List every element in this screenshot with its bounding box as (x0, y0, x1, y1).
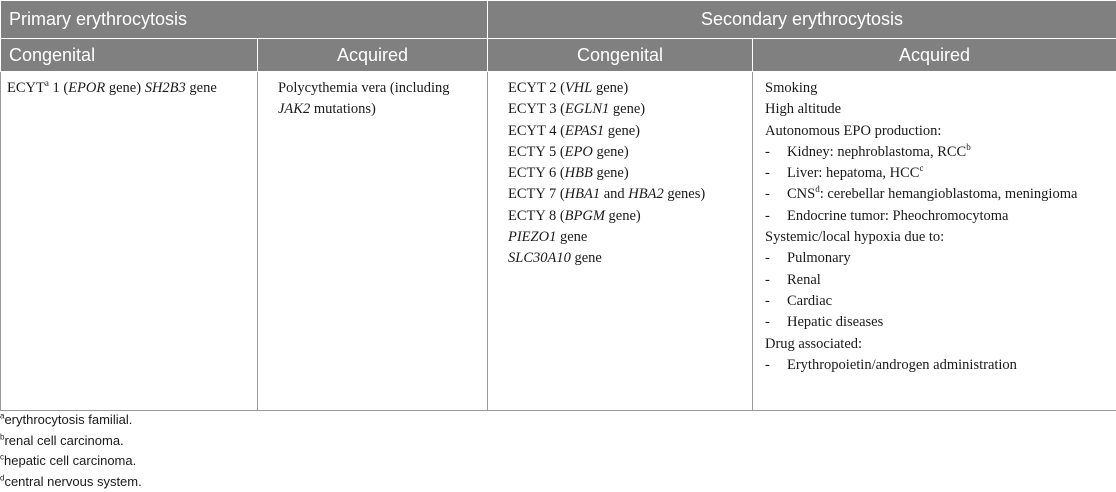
text-run: Autonomous EPO production: (765, 123, 941, 139)
bullet-item (765, 355, 1104, 376)
bullet-item (765, 291, 1104, 312)
list-item (765, 99, 1104, 120)
list-item (508, 163, 732, 184)
bullet-dash: - (765, 206, 787, 227)
text-run: gene) (604, 123, 640, 139)
bullet-item (765, 206, 1104, 227)
secondary-congenital-header: Congenital (488, 39, 753, 72)
bullet-dash: - (765, 312, 787, 333)
list-item (508, 121, 732, 142)
text-run: High altitude (765, 101, 841, 117)
primary-acquired-header: Acquired (258, 39, 488, 72)
primary-congenital-cell (1, 72, 258, 411)
bullet-dash: - (765, 142, 787, 163)
footnote (0, 431, 142, 452)
table-row (1, 72, 1116, 411)
primary-erythrocytosis-header: Primary erythrocytosis (1, 1, 488, 39)
footnote-text: renal cell carcinoma. (4, 433, 123, 448)
list-item (508, 142, 732, 163)
list-item (508, 78, 732, 99)
footnote-mark: b (966, 142, 971, 152)
footnote (0, 410, 142, 431)
text-run: Pulmonary (787, 250, 851, 266)
text-run: ECYT 3 ( (508, 101, 565, 117)
secondary-congenital-cell (488, 72, 753, 411)
footnote-mark: c (0, 453, 4, 462)
bullet-dash: - (765, 248, 787, 269)
bullet-dash: - (765, 270, 787, 291)
text-run: and (600, 186, 628, 202)
italic-text: PIEZO1 (508, 229, 556, 245)
text-run: gene (571, 250, 602, 266)
bullet-dash: - (765, 184, 787, 205)
footnote-text: central nervous system. (4, 474, 141, 489)
text-run: Renal (787, 272, 821, 288)
text-run: Polycythemia vera (including (278, 80, 450, 96)
list-item (278, 99, 467, 120)
bullet-item (765, 248, 1104, 269)
footnote-mark: b (0, 432, 4, 441)
italic-text: HBA2 (628, 186, 663, 202)
bullet-dash: - (765, 163, 787, 184)
bullet-item (765, 184, 1104, 205)
text-run: Systemic/local hypoxia due to: (765, 229, 944, 245)
bullet-dash: - (765, 355, 787, 376)
list-item (765, 121, 1104, 142)
text-run: gene) (609, 101, 645, 117)
primary-acquired-cell (258, 72, 488, 411)
text-run: Liver: hepatoma, HCC (787, 165, 919, 181)
text-run: ECTY 5 ( (508, 144, 565, 160)
text-run: ECTY 7 ( (508, 186, 565, 202)
text-run: Cardiac (787, 293, 832, 309)
text-run: 1 ( (49, 80, 68, 96)
text-run: Drug associated: (765, 336, 862, 352)
footnote-mark: d (0, 473, 4, 482)
text-run: gene (556, 229, 587, 245)
footnote-text: hepatic cell carcinoma. (4, 453, 136, 468)
list-item (7, 78, 251, 99)
primary-congenital-header: Congenital (1, 39, 258, 72)
bullet-dash: - (765, 291, 787, 312)
italic-text: EPOR (68, 80, 105, 96)
italic-text: EGLN1 (565, 101, 609, 117)
list-item (508, 248, 732, 269)
text-run: Erythropoietin/androgen administration (787, 357, 1017, 373)
bullet-item (765, 163, 1104, 184)
italic-text: EPO (565, 144, 593, 160)
secondary-acquired-cell (753, 72, 1116, 411)
footnotes (0, 410, 142, 492)
italic-text: VHL (565, 80, 592, 96)
group-header-row (1, 1, 1116, 39)
text-run: CNS (787, 186, 815, 202)
text-run: Endocrine tumor: Pheochromocytoma (787, 208, 1008, 224)
text-run: gene) (605, 208, 641, 224)
text-run: gene) (105, 80, 144, 96)
italic-text: HBA1 (565, 186, 600, 202)
text-run: gene) (592, 80, 628, 96)
footnote-mark: d (815, 185, 820, 195)
text-run: mutations) (310, 101, 376, 117)
text-run: ECTY 6 ( (508, 165, 565, 181)
footnote (0, 451, 142, 472)
list-item (765, 334, 1104, 355)
list-item (278, 78, 467, 99)
bullet-item (765, 270, 1104, 291)
italic-text: JAK2 (278, 101, 310, 117)
list-item (508, 206, 732, 227)
secondary-acquired-header: Acquired (753, 39, 1116, 72)
italic-text: SLC30A10 (508, 250, 571, 266)
text-run: : cerebellar hemangioblastoma, meningioma (820, 186, 1078, 202)
text-run: ECYT (7, 80, 45, 96)
list-item (765, 78, 1104, 99)
list-item (508, 99, 732, 120)
list-item (508, 227, 732, 248)
list-item (765, 227, 1104, 248)
footnote-mark: a (0, 412, 4, 421)
italic-text: HBB (565, 165, 593, 181)
bullet-item (765, 312, 1104, 333)
secondary-erythrocytosis-header: Secondary erythrocytosis (488, 1, 1116, 39)
list-item (508, 184, 732, 205)
text-run: gene) (593, 144, 629, 160)
text-run: genes) (664, 186, 705, 202)
text-run: gene (186, 80, 217, 96)
text-run: Hepatic diseases (787, 314, 883, 330)
text-run: ECYT 4 ( (508, 123, 565, 139)
text-run: Kidney: nephroblastoma, RCC (787, 144, 966, 160)
subgroup-header-row (1, 39, 1116, 72)
italic-text: BPGM (565, 208, 605, 224)
text-run: ECYT 2 ( (508, 80, 565, 96)
text-run: gene) (593, 165, 629, 181)
footnote-text: erythrocytosis familial. (4, 412, 132, 427)
italic-text: EPAS1 (565, 123, 604, 139)
bullet-item (765, 142, 1104, 163)
text-run: ECTY 8 ( (508, 208, 565, 224)
text-run: Smoking (765, 80, 817, 96)
italic-text: SH2B3 (145, 80, 186, 96)
footnote-mark: a (45, 78, 49, 88)
footnote-mark: c (919, 163, 923, 173)
